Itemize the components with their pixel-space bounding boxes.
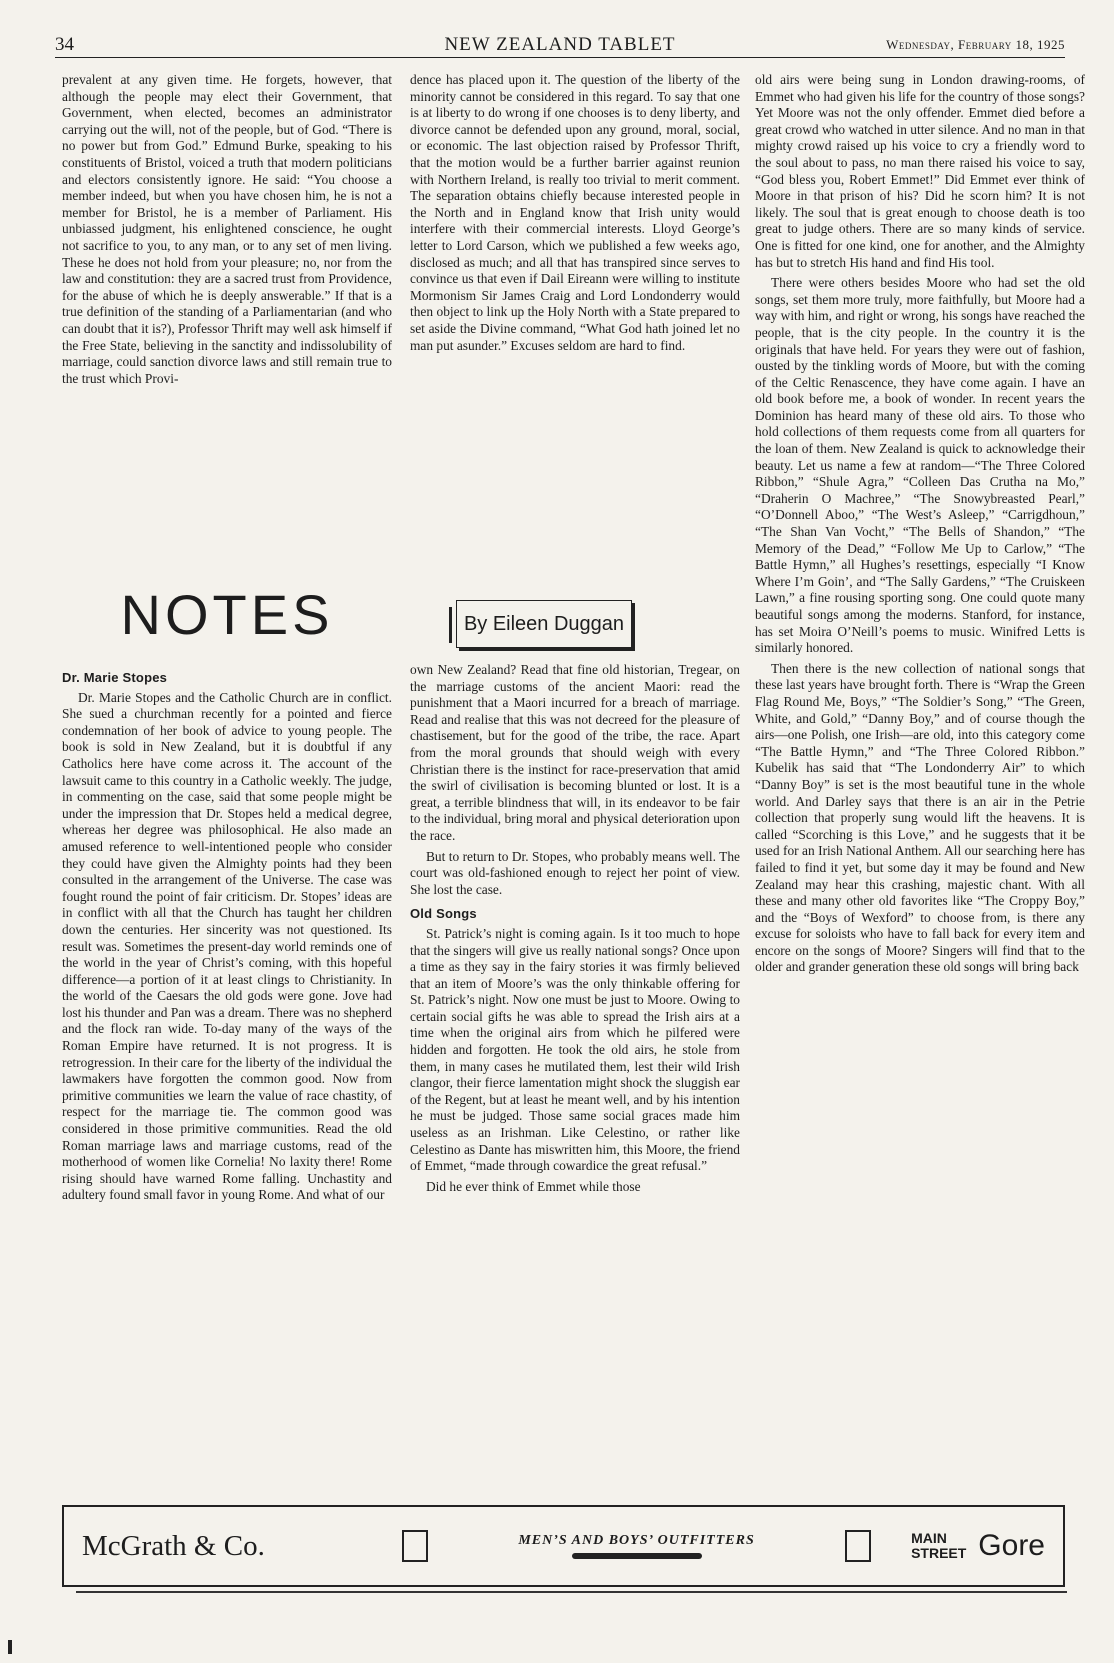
editorial-column-1 xyxy=(62,72,392,391)
page-number: 34 xyxy=(55,34,74,55)
byline-box xyxy=(456,600,632,648)
stopes-heading: Dr. Marie Stopes xyxy=(62,670,168,685)
masthead xyxy=(55,34,1065,58)
stopes-column xyxy=(62,662,392,1208)
old-songs-paragraph: There were others besides Moore who had set the old songs, set them more truly, more faithfully, but Moore had a way with him, and right or wrong, his songs have reached the people, that is the city people. In the country it is the originals that have held. For years they were out of fashion, ousted by the tinkling words of Moore, but with the coming of the Celtic Renascence, they have come again. I have an old book before me, a book of wonder. In recent years the Dominion has heard many of these old airs. To those who hold collections of them requests come from all quarters for the loan of them. New Zealand is quick to acknowledge their beauty. Let us name a few at random—“The Three Colored Ribbon,” “Shule Agra,” “Colleen Das Crutha na Mo,” “Draherin O Machree,” “The Snowybreasted Pearl,” “O’Donnell Aboo,” “The West’s Asleep,” “Carrigdhoun,” “The Shan Van Vocht,” “The Bells of Shandon,” “The Memory of the Dead,” “Follow Me Up to Carlow,” “The Battle Hymn,” all Hughes’s resettings, especially “I Know Where I’m Goin’, and “The Sally Gardens,” “The Cruiskeen Lawn,” a fine rousing sporting song. One could quote many beautiful songs among the moderns. Stanford, for instance, has set Moira O’Neill’s poems to music. Winifred Letts is similarly honored. xyxy=(755,275,1085,656)
editorial-column-2 xyxy=(410,72,740,358)
decorative-box xyxy=(845,1530,871,1562)
editorial-paragraph: dence has placed upon it. The question of the liberty of the minority cannot be considered in this regard. To say that one is at liberty to do wrong if one chooses is to deny liberty, and divorce cannot be defended upon any ground, moral, social, or economic. The last objection raised by Professor Thrift, that the motion would be a further barrier against reunion with Northern Ireland, is really too trivial to merit comment. The separation obtains chiefly because interested people in the North and in England know that Irish unity would interfere with their commercial interests. Lloyd George’s letter to Lord Carson, which we published a few weeks ago, disclosed as much; and all that has transpired since serves to convince us that even if Dail Eireann were willing to institute Mormonism Sir James Craig and Lord Londonderry would then object to link up the Holy North with a State prepared to set aside the Divine command, “What God hath joined let no man put asunder.” Excuses seldom are hard to find. xyxy=(410,72,740,353)
old-songs-paragraph: old airs were being sung in London drawing-rooms, of Emmet who had given his life for the country of those songs? Yet Moore was not the only offender. Emmet died before a great crowd who watched in utter silence. And no man in that mighty crowd raised up his voice to cry a friendly word to the soul about to pass, no man there raised his voice to say, “God bless you, Robert Emmet!” Did Emmet ever think of Moore in that prison of his? Did he scorn him? It is not likely. The soul that is great enough to choose death is too great to judge others. There are so many kinds of service. One is fitted for one kind, one for another, and the Almighty has but to stretch His hand and find His tool. xyxy=(755,72,1085,270)
street-line-1: MAIN xyxy=(911,1530,947,1546)
editorial-paragraph: prevalent at any given time. He forgets, however, that although the people may elect their Government, that Government, when elected, becomes an administrator carrying out the will, not of the people, but of God. “There is no power but from God.” Edmund Burke, speaking to his constituents of Bristol, voiced a truth that modern politicians and electors consistently ignore. He said: “You choose a member indeed, but when you have chosen him, he is not a member for Bristol, he is a member of Parliament. His unbiassed judgment, his enlightened conscience, he ought not sacrifice to you, to any man, or to any set of men living. These he does not hold from your pleasure; no, nor from the law and constitution: they are a sacred trust from Providence, for the abuse of which he is deeply answerable.” If that is a true definition of the standing of a Parliamentarian (and who can doubt that it is?), Professor Thrift may well ask himself if the Free State, believing in the sanctity and indissolubility of marriage, could sanction divorce laws and still remain true to the trust which Provi- xyxy=(62,72,392,386)
stopes-paragraph: But to return to Dr. Stopes, who probably means well. The court was old-fashioned enough to reject her point of view. She lost the case. xyxy=(410,848,740,897)
stopes-paragraph: own New Zealand? Read that fine old historian, Tregear, on the marriage customs of the ancient Maori: read the punishment that a Maori incurred for a breach of marriage. Read and realise that this was not decreed for the pleasure of chastisement, but for the good of the tribe, the race. Apart from the moral grounds that should weigh with every Christian there is the instinct for race-preservation that amid the swirl of civilisation is becoming blunted or lost. It is a great, a terrible blindness that will, in its endeavor to be fair to the individual, bring moral and physical deterioration upon the race. xyxy=(410,662,740,843)
paper-title: NEW ZEALAND TABLET xyxy=(444,34,676,55)
notes-heading: NOTES xyxy=(120,583,334,646)
advertiser-name: McGrath & Co. xyxy=(82,1529,265,1562)
street-line-2: STREET xyxy=(911,1545,967,1561)
old-songs-paragraph: Did he ever think of Emmet while those xyxy=(426,1178,641,1194)
advertiser-street xyxy=(911,1531,966,1561)
stopes-paragraph: Dr. Marie Stopes and the Catholic Church are in conflict. She sued a churchman recently for a pointed and fierce condemnation of her book of advice to young people. The book is sold in New Zealand, but it is doubtful if any Catholics here have come across it. The account of the lawsuit came to this country in a Catholic weekly. The judge, in commenting on the case, said that some people might be under the impression that Dr. Stopes held a medical degree, whereas her degree was philosophical. He also made an amused reference to well-intentioned people who consider they could have given the Almighty points had they been consulted in the arrangement of the Universe. The case was fought round the point of fair criticism. Dr. Stopes’ ideas are in conflict with all that the Church has taught her children down the centuries. Her sincerity was not questioned. Its result was. Sometimes the present-day world reminds one of the world in the year of Christ’s coming, with this hopeful difference—a portion of it at least clings to Christianity. In the world of the Caesars the old gods were gone. Jove had lost his thunder and Pan was a dream. There was no shepherd and the flock ran wide. To-day many of the ways of the Roman Empire have returned. It is not progress. It is retrogression. In their care for the liberty of the individual the lawmakers have forgotten the common good. Now from primitive communities we learn the value of race chastity, of respect for the marriage tie. The common good was considered in those primitive communities. Read the old Roman marriage laws and marriage customs, read of the motherhood of women like Cornelia! No laxity there! Rome rising should have warned Rome falling. Unchastity and adultery found small favor in young Rome. And what of our xyxy=(62,689,392,1203)
middle-column xyxy=(410,662,740,1199)
advertisement-banner xyxy=(62,1505,1065,1587)
tagline-text: MEN’S AND BOYS’ OUTFITTERS xyxy=(518,1533,755,1548)
byline: By Eileen Duggan xyxy=(463,612,625,635)
page-edge-mark xyxy=(8,1640,12,1654)
issue-date: Wednesday, February 18, 1925 xyxy=(886,37,1065,52)
decorative-box xyxy=(402,1530,428,1562)
tie-ornament-icon xyxy=(572,1553,702,1559)
old-songs-heading: Old Songs xyxy=(410,906,477,922)
old-songs-column xyxy=(755,72,1085,980)
old-songs-paragraph: St. Patrick’s night is coming again. Is it too much to hope that the singers will give us really national songs? Once upon a time as they say in the fairy stories it was firmly believed that an item of Moore’s was the only thinkable offering for St. Patrick’s night. Now one must be just to Moore. Owing to certain social gifts he was able to spread the Irish airs at a time when the original airs from which he pilfered were hidden and forgotten. He took the old airs, he stole from them, in many cases he mutilated them, lest their wild Irish clangor, their fierce lamentation might shock the sluggish ear of the Regent, but at least he meant well, and by his intention he must be judged. Those same social graces made him useless as an Irishman. Like Celestino, or rather like Celestino as Dante has miswritten him, this Moore, the friend of Emmet, “made through cowardice the great refusal.” xyxy=(410,925,740,1174)
old-songs-paragraph: Then there is the new collection of national songs that these last years have brought forth. There is “Wrap the Green Flag Round Me, Boys,” “The Soldier’s Song,” “The Green, White, and Gold,” “Danny Boy,” and of course though the airs—one Polish, one Irish—are old, into this category come “The Battle Hymn,” and “The Three Colored Ribbon.” Kubelik has said that “The Londonderry Air” to which “Danny Boy” is set is the most beautiful tune in the whole world. And Darley says that there is an air in the Petrie collection that properly sung would lift the heavens. It is called “Scorching is this Love,” and he suggests that it be used for an Irish National Anthem. All our searching here has failed to find it yet, but some day it may be found and New Zealand may hear this crashing, majestic chant. With all these and many other old favorites like “The Croppy Boy,” and the “Boys of Wexford” to choose from, is there any excuse for soloists who have to fall back for every item and encore on the songs of Moore? Singers will find that to the older and grander generation these old songs will bring back xyxy=(755,660,1085,975)
advertiser-town: Gore xyxy=(978,1529,1045,1562)
advertiser-tagline xyxy=(468,1533,805,1559)
